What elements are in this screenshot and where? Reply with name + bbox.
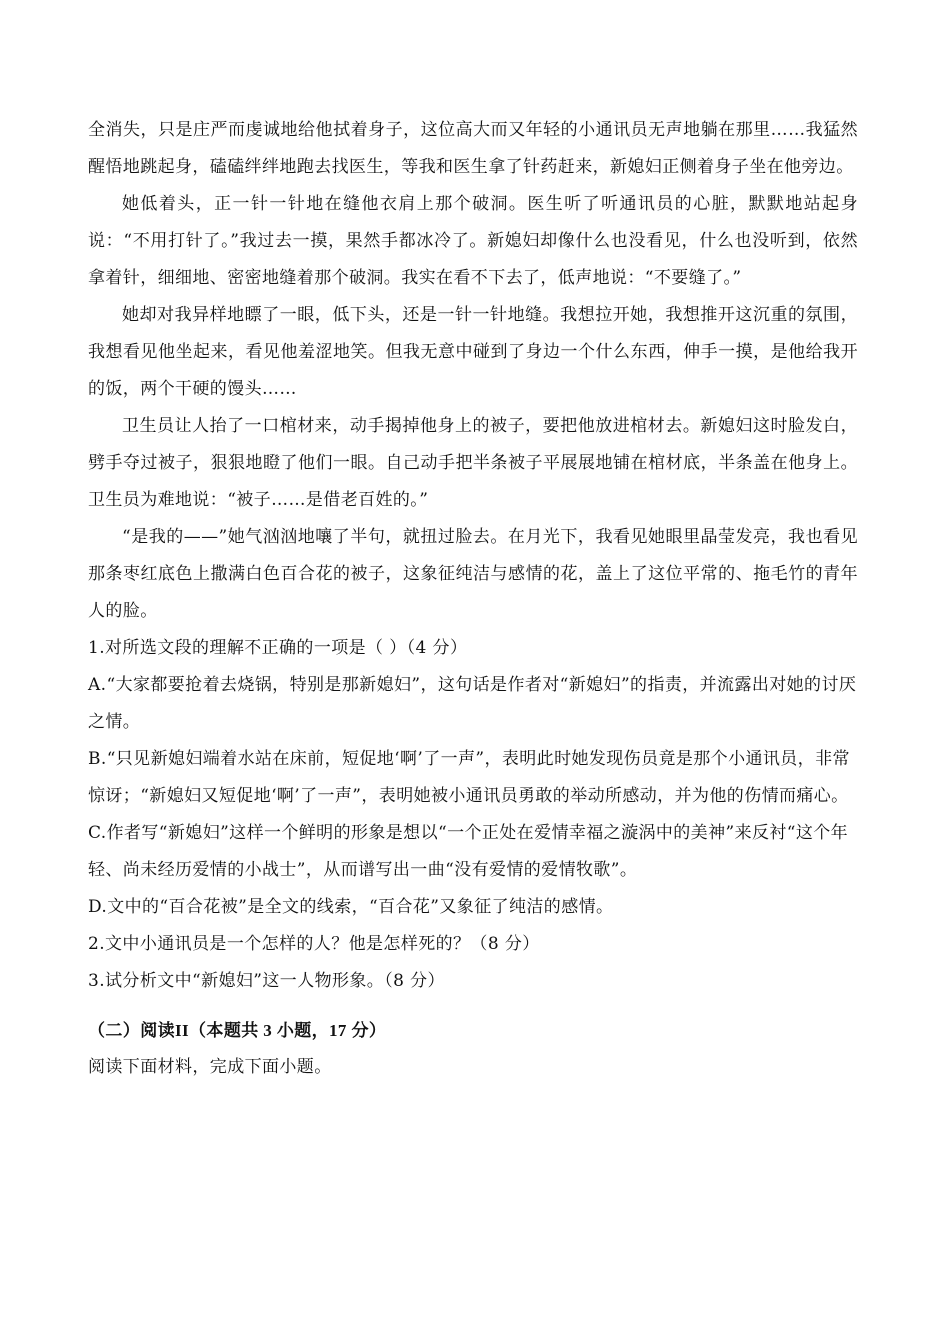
question-3: 3.试分析文中“新媳妇”这一人物形象。（8 分） xyxy=(88,971,445,991)
option-c: C.作者写“新媳妇”这样一个鲜明的形象是想以“一个正处在爱情幸福之漩涡中的美神”来反衬“这个年轻、尚未经历爱情的小战士”，从而谱写出一曲“没有爱情的爱情牧歌”。 xyxy=(88,823,849,880)
passage-paragraph-2: 她低着头，正一针一针地在缝他衣肩上那个破洞。医生听了听通讯员的心脏，默默地站起身说：“不用打针了。”我过去一摸，果然手都冰冷了。新媳妇却像什么也没看见，什么也没听到，依然拿着针，细细地、密密地缝着那个破洞。我实在看不下去了，低声地说：“不要缝了。” xyxy=(88,194,858,288)
section-2-title: （二）阅读II（本题共 3 小题，17 分） xyxy=(88,1021,387,1040)
passage-paragraph-1: 全消失，只是庄严而虔诚地给他拭着身子，这位高大而又年轻的小通讯员无声地躺在那里……我猛然醒悟地跳起身，磕磕绊绊地跑去找医生，等我和医生拿了针药赶来，新媳妇正侧着身子坐在他旁边。 xyxy=(88,120,858,177)
passage-paragraph-4: 卫生员让人抬了一口棺材来，动手揭掉他身上的被子，要把他放进棺材去。新媳妇这时脸发白，劈手夺过被子，狠狠地瞪了他们一眼。自己动手把半条被子平展展地铺在棺材底，半条盖在他身上。卫生员为难地说：“被子……是借老百姓的。” xyxy=(88,416,858,510)
passage-paragraph-3: 她却对我异样地瞟了一眼，低下头，还是一针一针地缝。我想拉开她，我想推开这沉重的氛围，我想看见他坐起来，看见他羞涩地笑。但我无意中碰到了身边一个什么东西，伸手一摸，是他给我开的饭，两个干硬的馒头…… xyxy=(88,305,858,399)
option-d: D.文中的“百合花被”是全文的线索，“百合花”又象征了纯洁的感情。 xyxy=(88,897,614,917)
document-page xyxy=(88,112,858,1086)
option-a: A.“大家都要抢着去烧锅，特别是那新媳妇”，这句话是作者对“新媳妇”的指责，并流露出对她的讨厌之情。 xyxy=(88,675,857,732)
option-b: B.“只见新媳妇端着水站在床前，短促地‘啊’了一声”，表明此时她发现伤员竟是那个小通讯员，非常惊讶；“新媳妇又短促地‘啊’了一声”，表明她被小通讯员勇敢的举动所感动，并为他的伤情而痛心。 xyxy=(88,749,850,806)
question-2: 2.文中小通讯员是一个怎样的人？他是怎样死的？（8 分） xyxy=(88,934,540,954)
question-1: 1.对所选文段的理解不正确的一项是（ ）（4 分） xyxy=(88,638,468,658)
passage-paragraph-5: “是我的——”她气汹汹地嚷了半句，就扭过脸去。在月光下，我看见她眼里晶莹发亮，我也看见那条枣红底色上撒满白色百合花的被子，这象征纯洁与感情的花，盖上了这位平常的、拖毛竹的青年人的脸。 xyxy=(88,527,858,621)
section-2-instruction: 阅读下面材料，完成下面小题。 xyxy=(88,1057,332,1077)
